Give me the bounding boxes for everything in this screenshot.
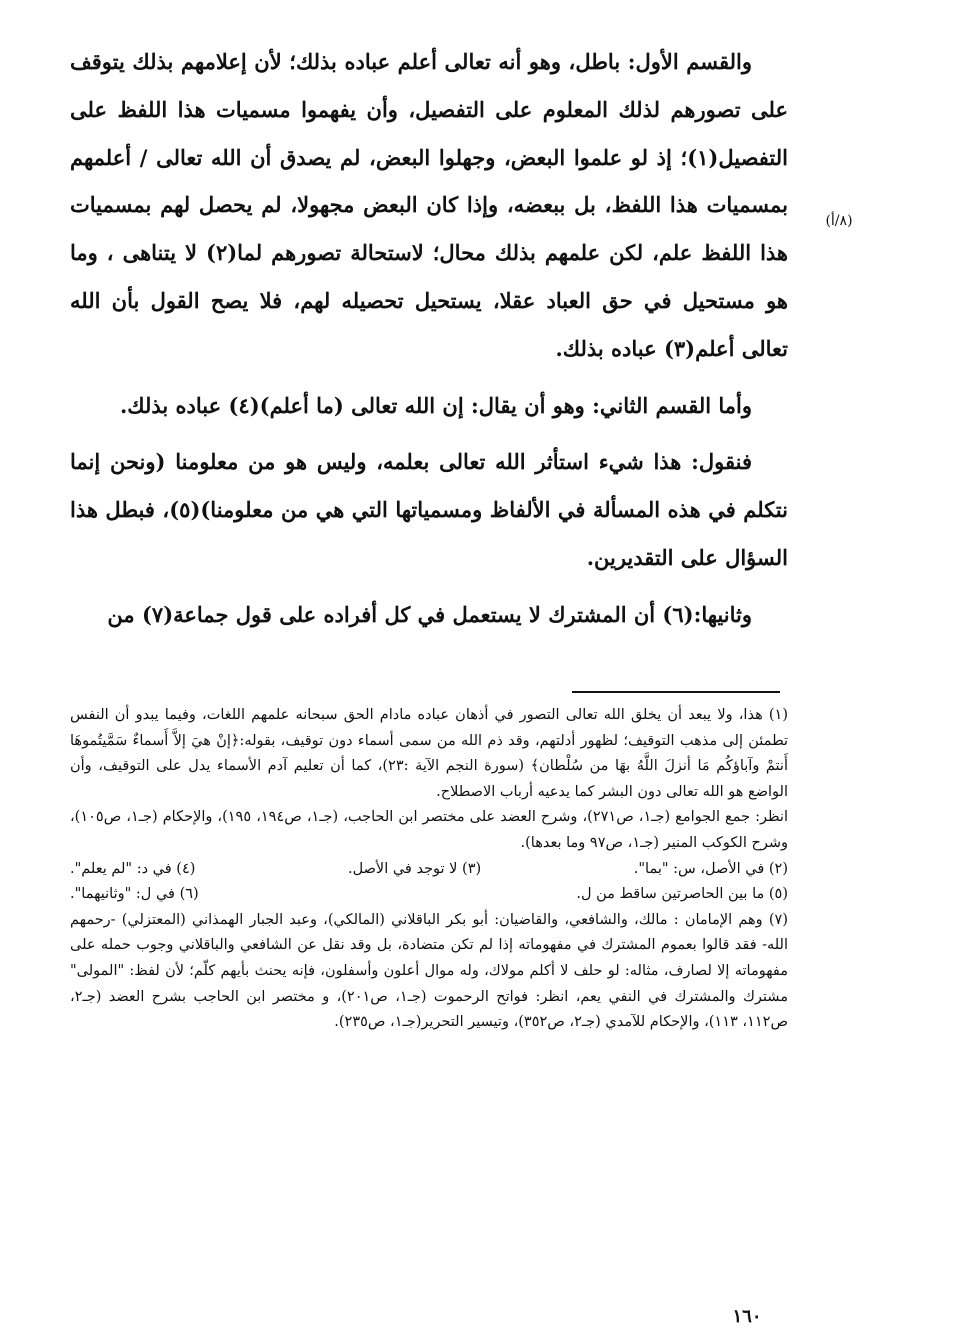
footnote-4: (٤) في د: "لم يعلم". [70,860,196,877]
footnote-separator [572,691,780,693]
footnote-row-5-6 [70,882,788,908]
main-text [70,38,788,648]
manuscript-folio-reference: (٨/أ) [825,213,853,229]
paragraph-second-part: وأما القسم الثاني: وهو أن يقال: إن الله تعالى (ما أعلم)(٤) عباده بذلك. [119,392,752,418]
footnote-1: (١) هذا، ولا يبعد أن يخلق الله تعالى التصور في أذهان عباده مادام الحق سبحانه علمهم اللغات، وفيما يبدو أن النفس تطمئن إلى مذهب التوقيف؛ لظهور أدلتهم، وقد ذم الله من سمى أسماء دون توقيف، بقوله:﴿إنْ هيَ إلاَّ أَسماءٌ سَمَّيتُموهَا أَنتمْ وآباؤكُم مَا أنزلَ اللَّهُ بهَا من سُلْطان﴾ (سورة النجم الآية :٢٣)، كما أن تعليم آدم الأسماء يدل على التوقيف، وأن الواضع هو الله تعالى دون البشر كما يدعيه أرباب الاصطلاح. [70,707,788,800]
footnote-row-2-4 [70,857,788,883]
footnotes [70,703,788,1036]
footnote-1-references: انظر: جمع الجوامع (جـ١، ص٢٧١)، وشرح العضد على مختصر ابن الحاجب، (جـ١، ص١٩٤، ١٩٥)، والإحكام (جـ١، ص١٠٥)، وشرح الكوكب المنير (جـ١، ص٩٧ وما بعدها). [70,809,788,851]
footnote-2: (٢) في الأصل، س: "بما". [633,860,788,877]
footnote-6: (٦) في ل: "وثانيهما". [70,886,199,903]
paragraph-second-point: وثانيها:(٦) أن المشترك لا يستعمل في كل أفراده على قول جماعة(٧) من [107,601,752,627]
paragraph-response: فنقول: هذا شيء استأثر الله تعالى بعلمه، وليس هو من معلومنا (ونحن إنما نتكلم في هذه المسألة في الألفاظ ومسمياتها التي هي من معلومنا)(٥)، فبطل هذا السؤال على التقديرين. [70,449,788,570]
footnote-5: (٥) ما بين الحاصرتين ساقط من ل. [576,886,788,903]
footnote-7: (٧) وهم الإمامان : مالك، والشافعي، والقاضيان: أبو بكر الباقلاني (المالكي)، وعبد الجبار الهمذاني (المعتزلي) -رحمهم الله- فقد قالوا بعموم المشترك في مفهوماته إذا لم تكن متضادة، بل وقد نقل عن الشافعي والباقلاني وجوب حمله على مفهوماته إلا لصارف، مثاله: لو حلف لا أكلم مولاك، وله موال أعلون وأسفلون، فإنه يحنث بأيهم كلّم؛ لأن لفظ: "المولى" مشترك والمشترك في النفي يعم، انظر: فواتح الرحموت (جـ١، ص٢٠١)، و مختصر ابن الحاجب بشرح العضد (جـ٢، ص١١٢، ١١٣)، والإحكام للآمدي (جـ٢، ص٣٥٢)، وتيسير التحرير(جـ١، ص٢٣٥). [70,911,788,1031]
page-number: ١٦٠ [732,1306,762,1327]
footnote-3: (٣) لا توجد في الأصل. [348,860,482,877]
paragraph-first-part: والقسم الأول: باطل، وهو أنه تعالى أعلم عباده بذلك؛ لأن إعلامهم بذلك يتوقف على تصورهم لذلك المعلوم على التفصيل، وأن يفهموا مسميات هذا اللفظ على التفصيل(١)؛ إذ لو علموا البعض، وجهلوا البعض، لم يصدق أن الله تعالى / أعلمهم بمسميات هذا اللفظ، بل ببعضه، وإذا كان البعض مجهولا، لم يحصل لهم بمسميات هذا اللفظ علم، لكن علمهم بذلك محال؛ لاستحالة تصورهم لما(٢) لا يتناهى ، وما هو مستحيل في حق العباد عقلا، يستحيل تحصيله لهم، فلا يصح القول بأن الله تعالى أعلم(٣) عباده بذلك. [70,49,788,361]
